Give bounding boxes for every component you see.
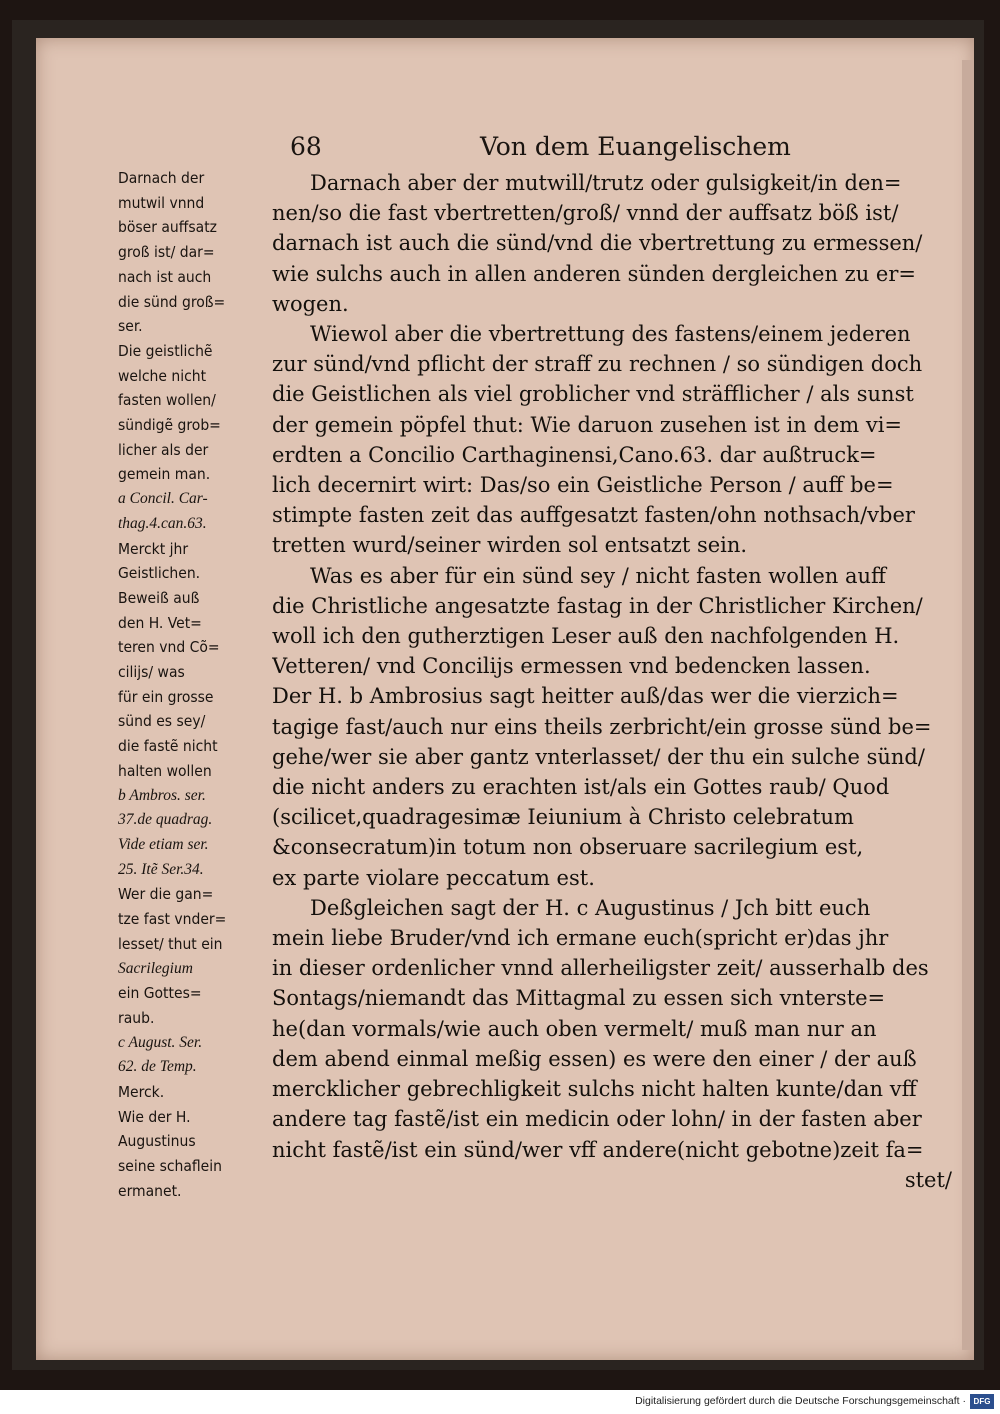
marginal-line: ermanet. [118, 1181, 182, 1200]
marginal-line: Merck. [118, 1083, 165, 1102]
text-line: Vetteren/ vnd Concilijs ermessen vnd bedencken lassen. [272, 654, 871, 679]
marginal-line: Merckt jhr [118, 539, 189, 558]
footer-bar [0, 1392, 1000, 1414]
text-line: Darnach aber der mutwill/trutz oder gulsigkeit/in den= [310, 171, 902, 195]
marginal-line: thag.4.can.63. [118, 514, 207, 532]
marginal-line: ser. [118, 317, 143, 336]
text-line: wie sulchs auch in allen anderen sünden dergleichen zu er= [272, 261, 916, 286]
marginal-line: licher als der [118, 440, 209, 459]
marginal-line: teren vnd Cõ= [118, 638, 220, 657]
marginal-line: Augustinus [118, 1132, 196, 1151]
text-line: Wiewol aber die vbertrettung des fastens/einem jederen [310, 322, 911, 347]
marginal-line: welche nicht [118, 366, 207, 385]
running-title: Von dem Euangelischem [480, 132, 791, 161]
text-line: he(dan vormals/wie auch oben vermelt/ muß man nur an [272, 1016, 877, 1041]
text-line: (scilicet,quadragesimæ Ieiunium à Christo celebratum [272, 805, 854, 830]
marginal-line: tze fast vnder= [118, 910, 227, 929]
marginal-line: cilijs/ was [118, 663, 185, 682]
text-line: wogen. [272, 291, 349, 316]
marginal-line: den H. Vet= [118, 613, 202, 632]
marginal-line: Vide etiam ser. [118, 835, 209, 853]
marginal-line: sündigẽ grob= [118, 416, 221, 435]
page-edge [962, 60, 974, 1350]
marginal-notes [118, 166, 290, 1204]
marginal-line: Wer die gan= [118, 885, 214, 904]
text-line: darnach ist auch die sünd/vnd die vbertrettung zu ermessen/ [272, 231, 923, 256]
text-line: mercklicher gebrechligkeit sulchs nicht halten kunte/dan vff [272, 1077, 917, 1102]
text-line: stet/ [904, 1167, 952, 1192]
marginal-line: die fastẽ nicht [118, 737, 218, 756]
text-line: zur sünd/vnd pflicht der straff zu rechnen / so sündigen doch [272, 352, 923, 377]
text-line: tretten wurd/seiner wirden sol entsatzt sein. [272, 533, 748, 558]
text-line: stimpte fasten zeit das auffgesatzt fasten/ohn nothsach/vber [272, 503, 915, 528]
marginal-line: Beweiß auß [118, 588, 200, 607]
text-line: die nicht anders zu erachten ist/als ein Gottes raub/ Quod [272, 775, 890, 800]
text-line: dem abend einmal meßig essen) es were den einer / der auß [272, 1046, 917, 1071]
marginal-line: groß ist/ dar= [118, 243, 215, 262]
text-line: in dieser ordenlicher vnnd allerheiligster zeit/ ausserhalb des [272, 956, 929, 981]
text-line: Was es aber für ein sünd sey / nicht fasten wollen auff [310, 563, 886, 588]
marginal-line: Die geistlichẽ [118, 341, 213, 360]
text-line: die Geistlichen als viel groblicher vnd sträfflicher / als sunst [272, 382, 914, 407]
marginal-line: gemein man. [118, 465, 211, 484]
marginal-line: Sacrilegium [118, 959, 193, 977]
marginal-line: Geistlichen. [118, 564, 201, 583]
marginal-line: nach ist auch [118, 267, 212, 286]
text-line: &consecratum)in totum non obseruare sacrilegium est, [272, 835, 864, 860]
text-line: ex parte violare peccatum est. [272, 865, 595, 890]
marginal-line: 62. de Temp. [118, 1058, 197, 1076]
text-line: andere tag fastẽ/ist ein medicin oder lohn/ in der fasten aber [272, 1107, 922, 1132]
text-line: mein liebe Bruder/vnd ich ermane euch(spricht er)das jhr [272, 926, 889, 951]
main-text [272, 168, 952, 1195]
marginal-line: a Concil. Car- [118, 490, 208, 508]
text-line: tagige fast/auch nur eins theils zerbricht/ein grosse sünd be= [272, 714, 932, 739]
marginal-line: für ein grosse [118, 687, 214, 706]
marginal-line: 37.de quadrag. [118, 811, 213, 829]
dfg-logo: DFG [970, 1394, 994, 1409]
text-line: Sontags/niemandt das Mittagmal zu essen sich vnterste= [272, 986, 886, 1011]
marginal-line: lesset/ thut ein [118, 934, 223, 953]
text-line: die Christliche angesatzte fastag in der Christlicher Kirchen/ [272, 593, 923, 618]
funding-note: Digitalisierung gefördert durch die Deutsche Forschungsgemeinschaft · [635, 1395, 966, 1407]
text-line: Deßgleichen sagt der H. c Augustinus / Jch bitt euch [310, 895, 871, 920]
text-line: erdten a Concilio Carthaginensi,Cano.63. dar außtruck= [272, 442, 877, 467]
marginal-line: sünd es sey/ [118, 712, 206, 731]
marginal-line: böser auffsatz [118, 218, 217, 237]
text-line: nen/so die fast vbertretten/groß/ vnnd der auffsatz böß ist/ [272, 201, 899, 226]
marginal-line: Wie der H. [118, 1107, 191, 1126]
text-line: Der H. b Ambrosius sagt heitter auß/das wer die vierzich= [272, 684, 899, 709]
marginal-line: 25. Itẽ Ser.34. [118, 860, 204, 878]
running-head [290, 132, 790, 166]
marginal-line: mutwil vnnd [118, 193, 205, 212]
text-line: gehe/wer sie aber gantz vnterlasset/ der thu ein sulche sünd/ [272, 744, 925, 769]
text-line: der gemein pöpfel thut: Wie daruon zusehen ist in dem vi= [272, 412, 903, 437]
text-line: woll ich den gutherztigen Leser auß den nachfolgenden H. [272, 624, 900, 649]
text-line: lich decernirt wirt: Das/so ein Geistliche Person / auff be= [272, 473, 894, 498]
marginal-line: halten wollen [118, 761, 212, 780]
marginal-line: seine schaflein [118, 1157, 222, 1176]
marginal-line: c August. Ser. [118, 1033, 203, 1051]
page-number: 68 [290, 132, 322, 161]
marginal-line: raub. [118, 1008, 155, 1027]
marginal-line: die sünd groß= [118, 292, 226, 311]
marginal-line: ein Gottes= [118, 984, 202, 1003]
marginal-line: fasten wollen/ [118, 391, 216, 410]
text-line: nicht fastẽ/ist ein sünd/wer vff andere(nicht gebotne)zeit fa= [272, 1137, 924, 1162]
marginal-line: b Ambros. ser. [118, 786, 206, 804]
marginal-line: Darnach der [118, 169, 205, 187]
